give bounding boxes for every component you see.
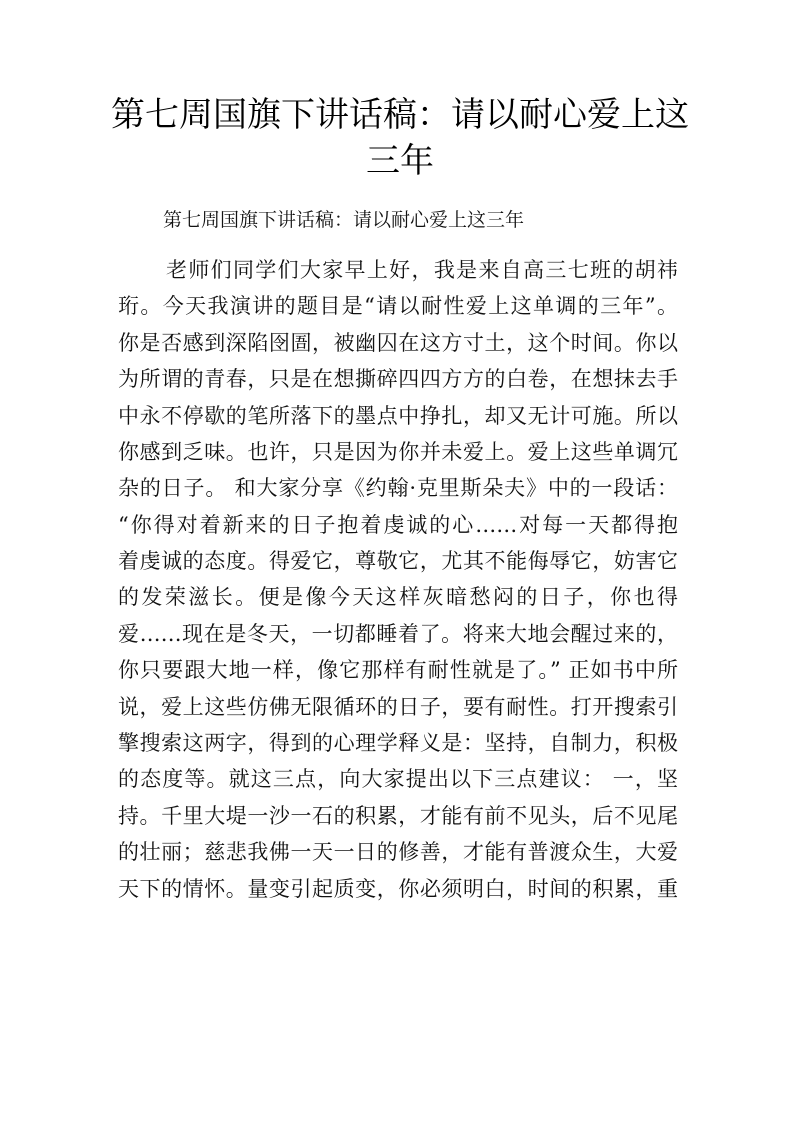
body-line: 老师们同学们大家早上好，我是来自高三七班的胡祎 [166, 258, 678, 282]
body-line: 珩。今天我演讲的题目是“请以耐性爱上这单调的三年”。 [118, 294, 678, 318]
body-line: 持。千里大堤一沙一石的积累，才能有前不见头，后不见尾 [118, 804, 678, 828]
body-line: 说，爱上这些仿佛无限循环的日子，要有耐性。打开搜索引 [118, 695, 678, 719]
body-line: 擎搜索这两字，得到的心理学释义是：坚持，自制力，积极 [118, 731, 678, 755]
body-line: 爱……现在是冬天，一切都睡着了。将来大地会醒过来的， [118, 622, 678, 646]
body-line: 的壮丽；慈悲我佛一天一日的修善，才能有普渡众生，大爱 [118, 840, 678, 864]
body-line: 你是否感到深陷囹圄，被幽囚在这方寸土，这个时间。你以 [118, 331, 678, 355]
body-line: 天下的情怀。量变引起质变，你必须明白，时间的积累，重 [118, 877, 678, 901]
body-line: 中永不停歇的笔所落下的墨点中挣扎，却又无计可施。所以 [118, 404, 678, 428]
body-line: 你感到乏味。也许，只是因为你并未爱上。爱上这些单调冗 [118, 440, 678, 464]
body-line: 为所谓的青春，只是在想撕碎四四方方的白卷，在想抹去手 [118, 367, 678, 391]
title-line-1: 第七周国旗下讲话稿：请以耐心爱上这 [111, 95, 689, 135]
document-title [100, 92, 700, 184]
body-line: 的发荣滋长。便是像今天这样灰暗愁闷的日子，你也得 [118, 585, 678, 609]
body-line: 的态度等。就这三点，向大家提出以下三点建议： 一，坚 [118, 767, 678, 791]
title-line-2: 三年 [366, 141, 434, 181]
body-line: 着虔诚的态度。得爱它，尊敬它，尤其不能侮辱它，妨害它 [118, 549, 678, 573]
body-line: 杂的日子。 和大家分享《约翰·克里斯朵夫》中的一段话： [118, 476, 678, 500]
body-line: “你得对着新来的日子抱着虔诚的心……对每一天都得抱 [118, 513, 678, 537]
body-line: 你只要跟大地一样，像它那样有耐性就是了。” 正如书中所 [118, 658, 678, 682]
document-subtitle: 第七周国旗下讲话稿：请以耐心爱上这三年 [163, 209, 525, 231]
